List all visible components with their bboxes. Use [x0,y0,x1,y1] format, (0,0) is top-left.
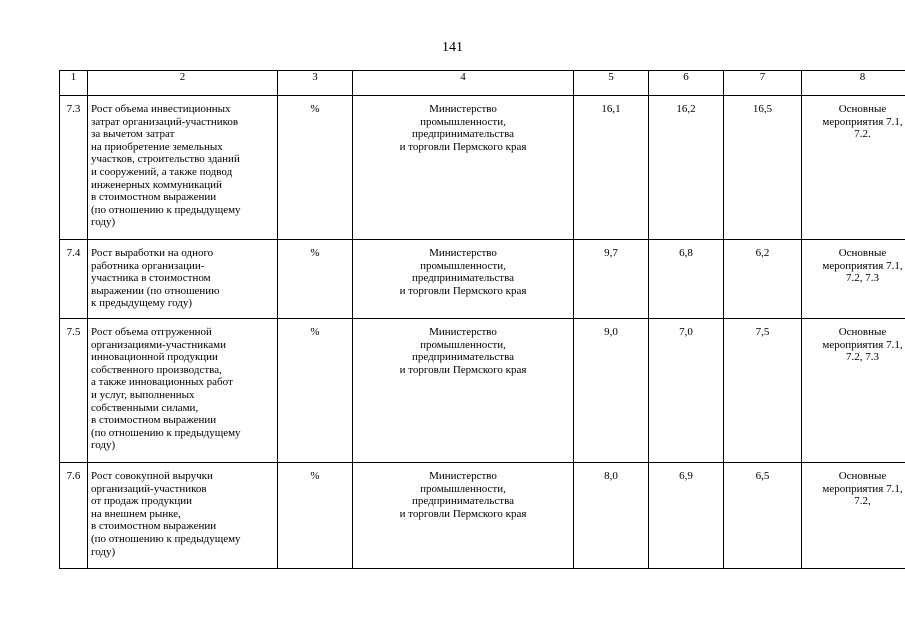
value-col6: 6,8 [649,240,724,319]
value-col7: 16,5 [724,96,802,240]
row-number: 7.4 [60,240,88,319]
unit: % [278,96,353,240]
value-col6: 7,0 [649,319,724,463]
unit: % [278,463,353,569]
related-measures: Основные мероприятия 7.1, 7.2, [802,463,905,569]
value-col5: 9,7 [574,240,649,319]
indicator-name: Рост объема отгруженной организациями-участниками инновационной продукции собственного производства, а также инновационных работ и услуг, выполненных собственными силами, в стоимостном выражении (по отношению к предыдущему году) [88,319,278,463]
table-row [60,463,905,569]
value-col6: 6,9 [649,463,724,569]
indicator-name: Рост выработки на одного работника организации- участника в стоимостном выражении (по отношению к предыдущему году) [88,240,278,319]
column-header: 7 [724,71,802,96]
column-header: 6 [649,71,724,96]
table-row [60,240,905,319]
related-measures: Основные мероприятия 7.1, 7.2, 7.3 [802,240,905,319]
unit: % [278,240,353,319]
value-col7: 6,2 [724,240,802,319]
column-header: 5 [574,71,649,96]
related-measures: Основные мероприятия 7.1, 7.2, 7.3 [802,319,905,463]
column-header: 4 [353,71,574,96]
unit: % [278,319,353,463]
table-header-row [60,71,905,96]
page-number: 141 [442,40,463,55]
column-header: 2 [88,71,278,96]
value-col7: 7,5 [724,319,802,463]
indicators-table [59,70,905,569]
table-row [60,319,905,463]
responsible-ministry: Министерство промышленности, предпринимательства и торговли Пермского края [353,319,574,463]
value-col7: 6,5 [724,463,802,569]
row-number: 7.5 [60,319,88,463]
responsible-ministry: Министерство промышленности, предпринимательства и торговли Пермского края [353,240,574,319]
responsible-ministry: Министерство промышленности, предпринимательства и торговли Пермского края [353,463,574,569]
column-header: 3 [278,71,353,96]
value-col5: 9,0 [574,319,649,463]
column-header: 1 [60,71,88,96]
indicator-name: Рост объема инвестиционных затрат организаций-участников за вычетом затрат на приобретение земельных участков, строительство зданий и сооружений, а также подвод инженерных коммуникаций в стоимостном выражении (по отношению к предыдущему году) [88,96,278,240]
indicator-name: Рост совокупной выручки организаций-участников от продаж продукции на внешнем рынке, в стоимостном выражении (по отношению к предыдущему году) [88,463,278,569]
related-measures: Основные мероприятия 7.1, 7.2. [802,96,905,240]
row-number: 7.6 [60,463,88,569]
value-col5: 16,1 [574,96,649,240]
column-header: 8 [802,71,905,96]
value-col6: 16,2 [649,96,724,240]
table-row [60,96,905,240]
responsible-ministry: Министерство промышленности, предпринимательства и торговли Пермского края [353,96,574,240]
row-number: 7.3 [60,96,88,240]
value-col5: 8,0 [574,463,649,569]
